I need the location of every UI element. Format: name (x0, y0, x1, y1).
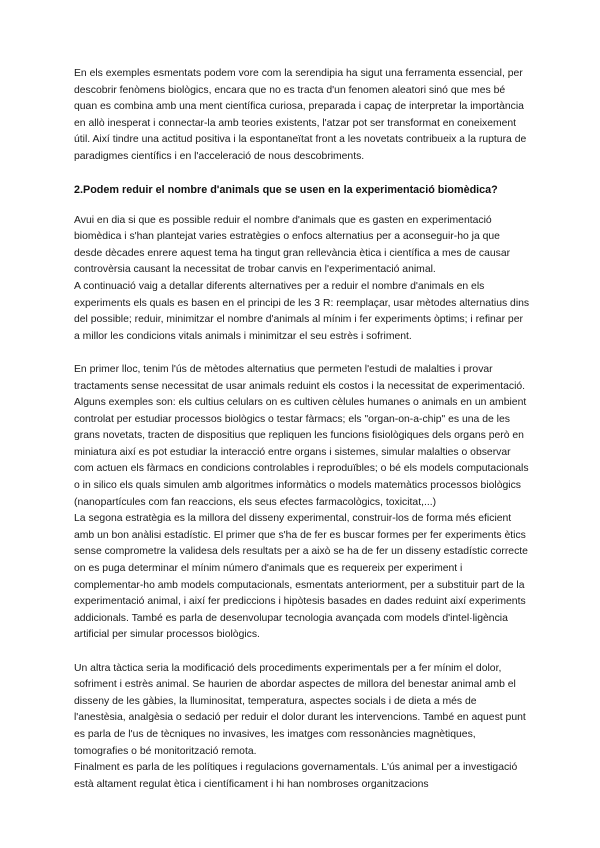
document-body (74, 66, 530, 793)
body-paragraph: Un altra tàctica seria la modificació dels procediments experimentals per a fer mínim el dolor, sofriment i estrès animal. Se haurien de abordar aspectes de millora del benestar animal amb el disseny de les gàbies, la lluminositat, temperatura, aspectes socials i de dieta a més de l'anestèsia, analgèsia o sedació per reduir el dolor durant les intervencions. També en aquest punt es parla de l'us de tècniques no invasives, les imatges com ressonàncies magnètiques, tomografies o bé monitorització remota. (74, 662, 526, 757)
intro-paragraph: En els exemples esmentats podem vore com la serendipia ha sigut una ferramenta essencial, per descobrir fenòmens biològics, encara que no es tracta d'un fenomen aleatori sinó que mes bé quan es combina amb una ment científica curiosa, preparada i capaç de interpretar la importància en allò inesperat i connectar-la amb teories existents, l'atzar pot ser transformat en coneixement útil. Així tindre una actitud positiva i la espontaneïtat front a les novetats contribueix a la ruptura de paradigmes científics i en l'acceleració de nous descobriments. (74, 68, 527, 162)
body-paragraph: La segona estratègia es la millora del disseny experimental, construir-los de forma més eficient amb un bon anàlisi estadístic. El primer que s'ha de fer es buscar formes per fer experiments ètics sense comprometre la validesa dels resultats per a això se ha de fer un disseny estadístic correcte on es puga determinar el mínim número d'animals que es requereix per experiment i complementar-ho amb models computacionals, esmentats anteriorment, per a substituir part de la experimentació animal, i així fer prediccions i hipòtesis basades en dades reduint així experiments addicionals. També es parla de desenvolupar tecnologia avançada com models d'intel·ligència artificial per simular processos biològics. (74, 513, 528, 641)
body-paragraph: Avui en dia si que es possible reduir el nombre d'animals que es gasten en experimentació biomèdica i s'han plantejat varies estratègies o enfocs alternatius per a aconseguir-ho ja que desde dècades enrere aquest tema ha tingut gran rellevància ètica i científica a mes de causar controvèrsia causant la necessitat de trobar canvis en l'experimentació animal. (74, 214, 511, 276)
body-paragraph: En primer lloc, tenim l'ús de mètodes alternatius que permeten l'estudi de malalties i provar tractaments sense necessitat de usar animals reduint els costos i la necessitat de experimentació. Alguns exemples son: els cultius celulars on es cultiven cèlules humanes o animals en un ambient controlat per estudiar processos biològics o testar fàrmacs; els "organ-on-a-chip" es una de les grans novetats, tracten de dispositius que repliquen les funcions fisiològiques dels organs però en miniatura així es pot estudiar la interacció entre organs i sistemes, simular malalties o observar com actuen els fàrmacs en condicions controlables i reproduïbles; o bé els models computacionals o in silico els quals simulen amb algoritmes informàtics o models matemàtics processos biològics (nanopartícules com fan reaccions, els seus efectes farmacològics, toxicitat,...) (74, 363, 529, 508)
body-paragraph: Finalment es parla de les polítiques i regulacions governamentals. L'ús animal per a investigació està altament regulat ètica i científicament i hi han nombroses organitzacions (74, 762, 518, 790)
body-paragraph: A continuació vaig a detallar diferents alternatives per a reduir el nombre d'animals en els experiments els quals es basen en el principi de les 3 R: reemplaçar, usar mètodes alternatius dins del possible; reduir, minimitzar el nombre d'animals al mínim i fer experiments òptims; i refinar per a millor les condicions vitals animals i minimitzar el seu estrès i sofriment. (74, 280, 530, 342)
section-heading: 2.Podem reduir el nombre d'animals que se usen en la experimentació biomèdica? (74, 183, 498, 196)
